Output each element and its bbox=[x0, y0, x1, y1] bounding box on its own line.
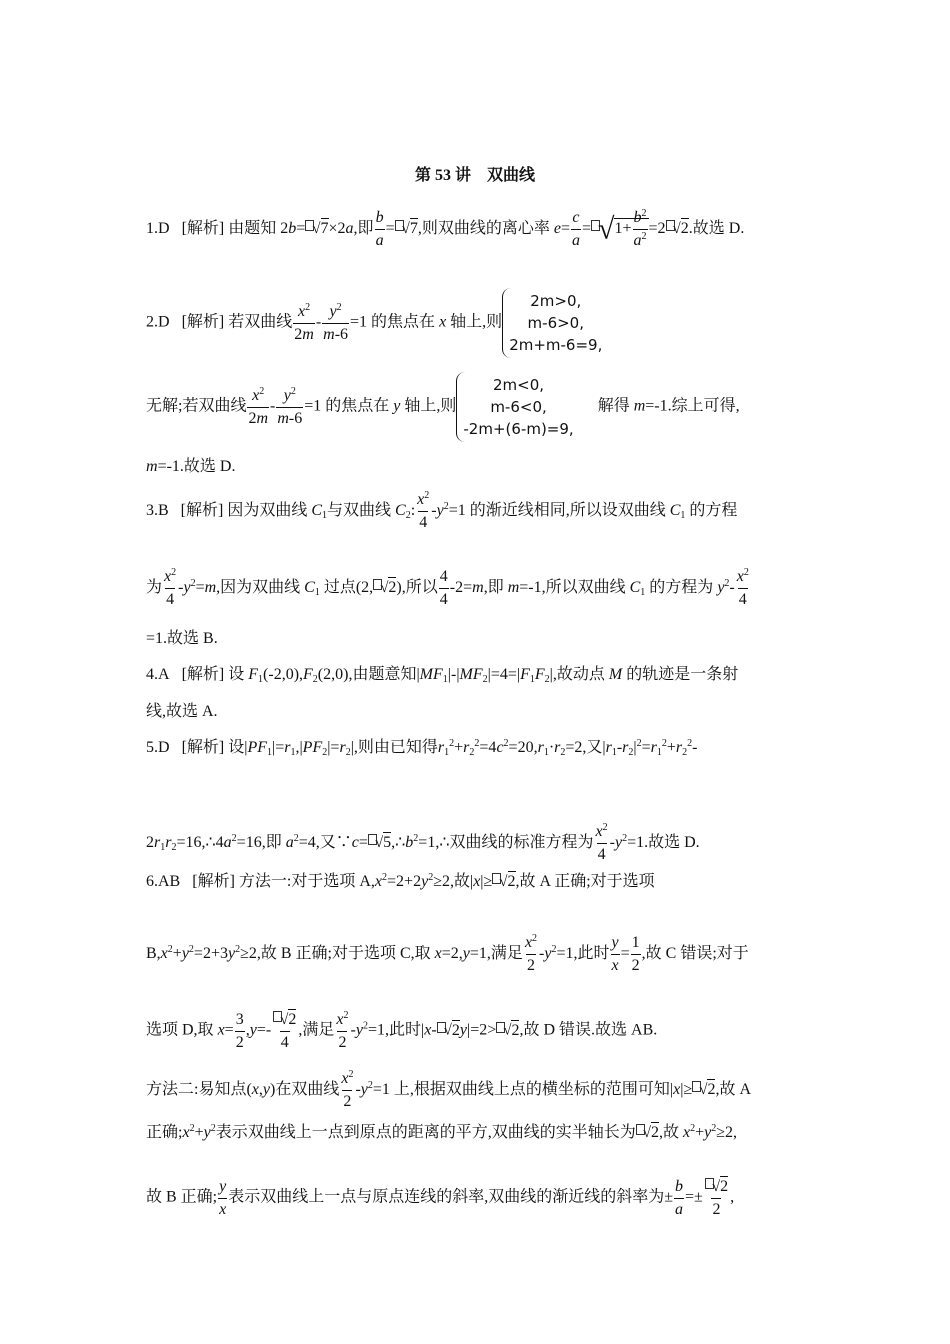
answer-6: 6.AB [解析] 方法一:对于选项 $A,x^2=2+2y^2\ge 2$,故|x|≥ √2,故 A 正确;对于选项 bbox=[146, 872, 655, 890]
answer-6-c: 选项 D,取 x= $\frac{3}{2}$ ,y=- $\frac{√2}{4}$ ,满足 $\frac{x^2}{2}$ $-y^2=1$,此时|x- √2y|=2> √2,故 D 错误.故选 AB. bbox=[146, 1009, 658, 1051]
equation-system-1: 2m>0, m-6>0, 2m+m-6=9, bbox=[502, 288, 606, 358]
answer-4-end: 线,故选 A. bbox=[146, 703, 218, 720]
answer-6-f: 故 B 正确; $\frac{y}{x}$ 表示双曲线上一点与原点连线的斜率,双曲线的渐近线的斜率为± $\frac{b}{a}$ =± $\frac{√2}{2}$ , bbox=[146, 1177, 735, 1218]
equation-system-2: 2m<0, m-6<0, -2m+(6-m)=9, bbox=[456, 372, 577, 442]
answer-6-b: $B,x^2+y^2=2+3y^2\ge 2$,故 B 正确;对于选项 C,取 x=2,y=1,满足 $\frac{x^2}{2}$ $-y^2=1$,此时 $\frac{y}{x}$ = $\frac{1}{2}$ ,故 C 错误;对于 bbox=[146, 933, 749, 974]
answer-4: 4.A [解析] 设 $F_1(-2,0),F_2(2,0)$,由题意知$|MF_1|-|MF_2|=4=|F_1F_2|$,故动点 M 的轨迹是一条射 bbox=[146, 666, 739, 685]
answer-5: 5.D [解析] 设$|PF_1|=r_1,|PF_2|=r_2|$,则由已知得$r_1^2+r_2^2=4c^2=20,r_1\cdot r_2=2$,又$|r_1-r_2|^2=r_1^2+r_2^2-$ bbox=[146, 738, 698, 758]
answer-6-d: 方法二:易知点(x,y)在双曲线 $\frac{x^2}{2}$ $-y^2=1$ 上,根据双曲线上点的横坐标的范围可知|x|≥ √2,故 A bbox=[146, 1069, 752, 1110]
answer-6-e: 正确$;x^2+y^2$表示双曲线上一点到原点的距离的平方,双曲线的实半轴长为 √2,故 $x^2+y^2\ge 2$, bbox=[146, 1123, 737, 1141]
answer-2-end: m=-1.故选 D. bbox=[146, 458, 236, 475]
answer-3-end: =1.故选 B. bbox=[146, 630, 218, 647]
answer-3-cont: 为 $\frac{x^2}{4}$ $-y^2=m$,因为双曲线 $C_1$ 过点(2, √2),所以 $\frac{4}{4}$ -2=m,即 m=-1,所以双曲线 $C_1$ 的方程为 $y^2-$ $\frac{x^2}{4}$ bbox=[146, 567, 749, 608]
answer-3: 3.B [解析] 因为双曲线 $C_1$与双曲线 $C_2$: $\frac{x^2}{4}$ $-y^2=1$ 的渐近线相同,所以设双曲线 $C_1$ 的方程 bbox=[146, 490, 738, 531]
answer-2: 2.D [解析] 若双曲线 $\frac{x^2}{2m}$ - $\frac{y^2}{m-6}$ =1 的焦点在 x 轴上,则2m>0, m-6>0, 2m+m-6=9, bbox=[146, 288, 606, 358]
answer-1: 1.D [解析] 由题知 2b= √7×2a,即 $\frac{b}{a}$ = √7,则双曲线的离心率 e= $\frac{c}{a}$ = √1+ $\frac{b^2}{a^2}$ =2 √2.故选 D. bbox=[146, 208, 745, 249]
page-title: 第 53 讲 双曲线 bbox=[414, 167, 535, 184]
answer-2-cont: 无解;若双曲线 $\frac{x^2}{2m}$ - $\frac{y^2}{m-6}$ =1 的焦点在 y 轴上,则2m<0, m-6<0, -2m+(6-m)=9, 解得 m=-1.综上可得, bbox=[146, 372, 740, 442]
answer-5-cont: $2r_1r_2=16,\therefore 4a^2=16$,即 $a^2=4$,又∵c= $√5,\therefore b^2=1,\therefore$双曲线的标准方程为 $\frac{x^2}{4}$ $-y^2=1$.故选 D. bbox=[146, 822, 700, 863]
